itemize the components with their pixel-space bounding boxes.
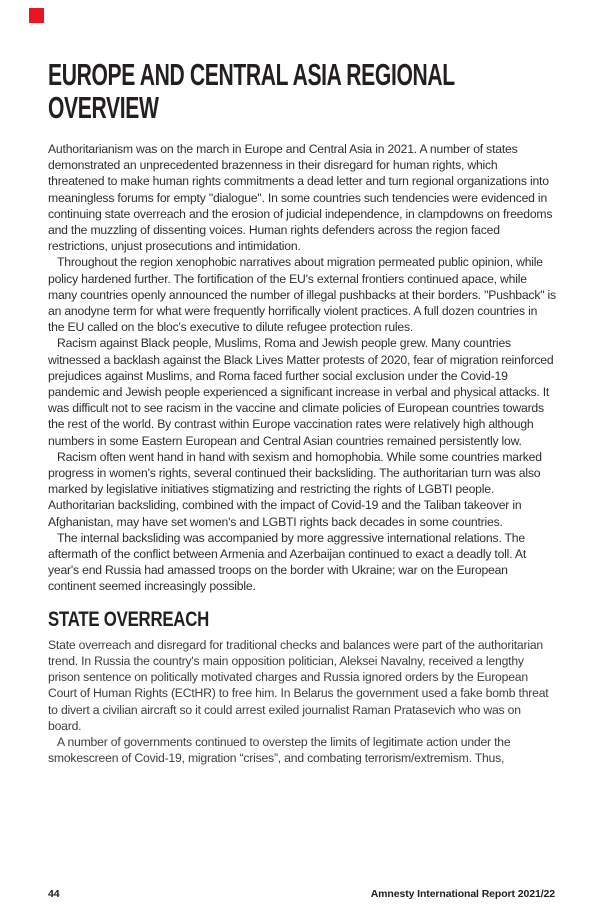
paragraph: The internal backsliding was accompanied by more aggressive international relations. The aftermath of the conflict between Armenia and Azerbaijan continued to exact a deadly toll. At year's end Russia had amassed troops on the border with Ukraine; war on the European continent seemed increasingly possible.	[48, 530, 527, 594]
section-heading-state-overreach: STATE OVERREACH	[48, 607, 209, 631]
section-state-overreach	[48, 609, 556, 767]
corner-red-square	[29, 8, 44, 23]
page-body	[48, 141, 556, 766]
paragraph: A number of governments continued to overstep the limits of legitimate action under the smokescreen of Covid-19, migration “crises”, and combating terrorism/extremism. Thus,	[48, 734, 511, 766]
paragraph: State overreach and disregard for traditional checks and balances were part of the authoritarian trend. In Russia the country's main opposition politician, Aleksei Navalny, received a lengthy prison sentence on politically motivated charges and Russia ignored orders by the European Court of Human Rights (ECtHR) to free him. In Belarus the government used a fake bomb threat to divert a civilian aircraft so it could arrest exiled journalist Raman Pratasevich who was on board.	[48, 637, 549, 733]
page-title: EUROPE AND CENTRAL ASIA REGIONAL OVERVIEW	[48, 57, 455, 125]
section-regional-overview	[48, 141, 556, 595]
report-title: Amnesty International Report 2021/22	[370, 888, 555, 900]
paragraph: Authoritarianism was on the march in Europe and Central Asia in 2021. A number of states demonstrated an unprecedented brazenness in their disregard for human rights, which threatened to make human rights commitments a dead letter and turn regional organizations into meaningless forums for empty "dialogue". In some countries such tendencies were evidenced in continuing state overreach and the erosion of judicial independence, in clampdowns on freedoms and the muzzling of dissenting voices. Human rights defenders across the region faced restrictions, unjust prosecutions and intimidation.	[48, 142, 553, 254]
paragraph: Racism often went hand in hand with sexism and homophobia. While some countries marked progress in women's rights, several continued their backsliding. The authoritarian turn was also marked by legislative initiatives stigmatizing and restricting the rights of LGBTI people. Authoritarian backsliding, combined with the impact of Covid-19 and the Taliban takeover in Afghanistan, may have set women's and LGBTI rights back decades in some countries.	[48, 449, 542, 529]
page-footer	[48, 888, 555, 900]
paragraph: Racism against Black people, Muslims, Roma and Jewish people grew. Many countries witnessed a backlash against the Black Lives Matter protests of 2020, fear of migration reinforced prejudices against Muslims, and Roma faced further social exclusion under the Covid-19 pandemic and Jewish people experienced a significant increase in verbal and physical attacks. It was difficult not to see racism in the vaccine and climate policies of European countries towards the rest of the world. By contrast within Europe vaccination rates were relatively high although numbers in some Eastern European and Central Asian countries remained persistently low.	[48, 336, 554, 448]
page-number: 44	[48, 888, 60, 900]
paragraph: Throughout the region xenophobic narratives about migration permeated public opinion, while policy hardened further. The fortification of the EU's external frontiers continued apace, while many countries openly announced the number of illegal pushbacks at their borders. "Pushback" is an anodyne term for what were frequently horrifically violent practices. A full dozen countries in the EU called on the bloc's executive to dilute refugee protection rules.	[48, 255, 556, 335]
